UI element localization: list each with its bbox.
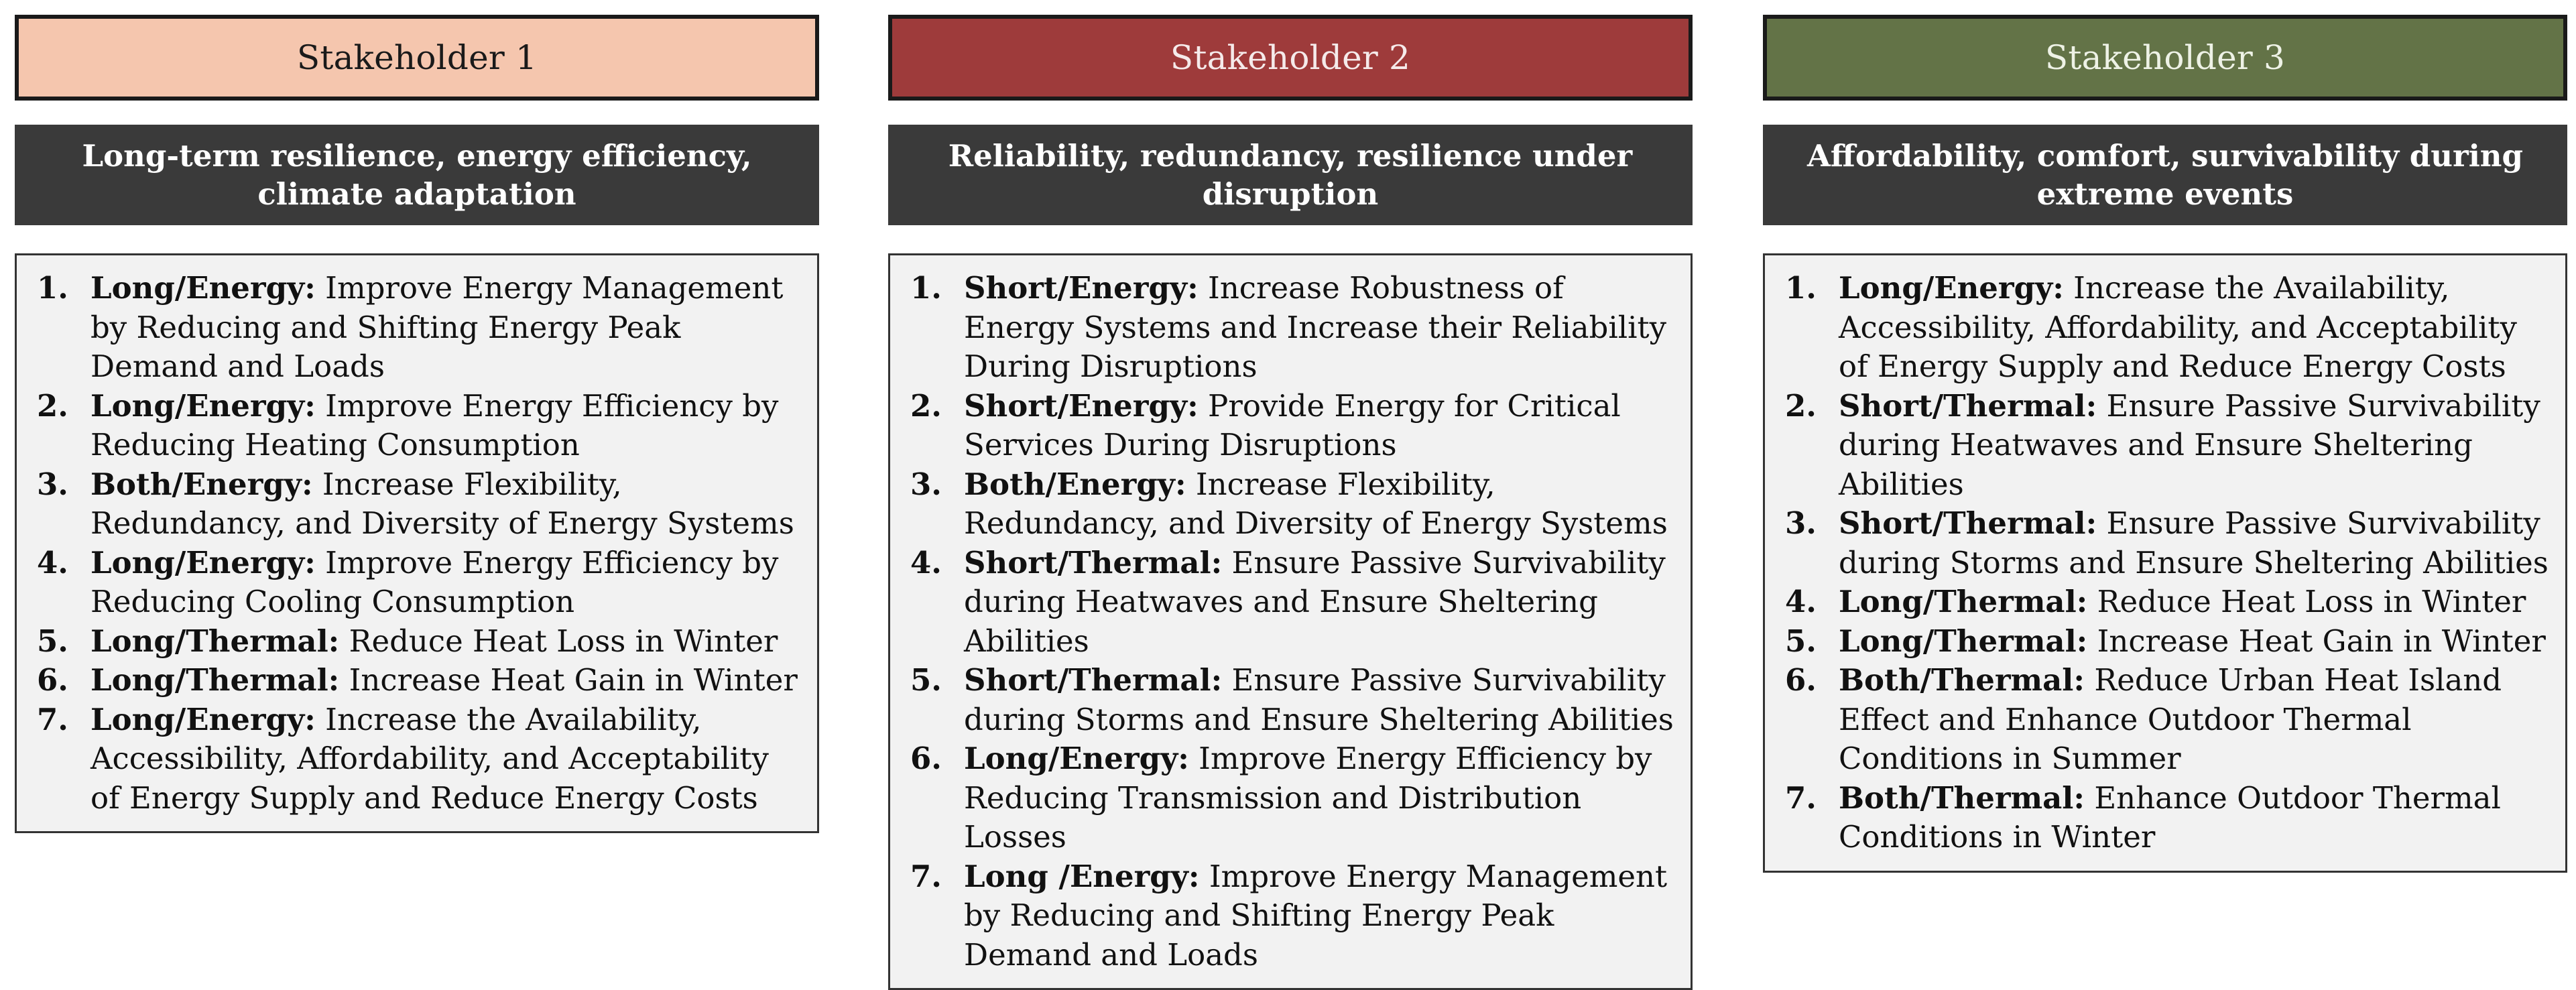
item-text: Reduce Heat Loss in Winter	[2087, 584, 2526, 619]
item-label: Long/Energy:	[90, 387, 316, 424]
list-item	[1785, 387, 2553, 505]
item-label: Long/Energy:	[964, 741, 1189, 776]
list-item	[1785, 622, 2553, 662]
item-text: Ensure Passive Survivability during Heatwaves and Ensure Sheltering Abilities	[1839, 387, 2540, 502]
list-item	[910, 739, 1678, 857]
item-number: 5.	[37, 623, 68, 659]
item-number: 7.	[1785, 780, 1817, 816]
list-item	[37, 544, 805, 622]
list-item	[910, 269, 1678, 387]
item-number: 5.	[1785, 623, 1817, 659]
stakeholder-2-header: Stakeholder 2	[888, 15, 1693, 101]
stakeholder-2-focus: Reliability, redundancy, resilience under disruption	[888, 125, 1693, 225]
item-text: Improve Energy Efficiency by Reducing Cooling Consumption	[90, 544, 779, 619]
item-number: 3.	[37, 466, 68, 502]
item-text: Ensure Passive Survivability during Storms and Ensure Sheltering Abilities	[964, 662, 1674, 737]
item-label: Both/Thermal:	[1839, 662, 2085, 698]
item-label: Long/Thermal:	[1839, 584, 2088, 619]
item-text: Increase the Availability, Accessibility, Affordability, and Acceptability of Energy Supply and Reduce Energy Costs	[1839, 270, 2517, 384]
item-text: Increase Heat Gain in Winter	[339, 662, 798, 698]
item-label: Short/Thermal:	[964, 662, 1223, 698]
stakeholder-1-focus: Long-term resilience, energy efficiency, climate adaptation	[15, 125, 819, 225]
list-item	[37, 700, 805, 818]
item-label: Short/Energy:	[964, 387, 1199, 424]
item-number: 6.	[1785, 662, 1817, 698]
item-number: 2.	[910, 387, 942, 424]
list-item	[37, 661, 805, 700]
item-label: Long/Thermal:	[1839, 623, 2088, 659]
item-label: Long/Thermal:	[90, 623, 340, 659]
item-number: 1.	[910, 270, 942, 306]
item-text: Reduce Urban Heat Island Effect and Enhance Outdoor Thermal Conditions in Summer	[1839, 662, 2502, 776]
stakeholder-2-column	[888, 15, 1693, 990]
stakeholder-1-objectives-list	[15, 253, 819, 833]
item-label: Both/Energy:	[964, 466, 1186, 502]
item-text: Ensure Passive Survivability during Storms and Ensure Sheltering Abilities	[1839, 505, 2549, 580]
stakeholder-1-column	[15, 15, 819, 833]
list-item	[910, 544, 1678, 662]
list-item	[37, 622, 805, 662]
item-label: Long/Energy:	[90, 270, 316, 306]
item-text: Increase Robustness of Energy Systems and Increase their Reliability During Disruptions	[964, 270, 1667, 384]
stakeholder-3-objectives-list	[1763, 253, 2567, 873]
list-item	[1785, 582, 2553, 622]
item-text: Provide Energy for Critical Services During Disruptions	[964, 387, 1621, 462]
list-item	[910, 387, 1678, 465]
item-number: 4.	[37, 544, 68, 580]
item-text: Improve Energy Management by Reducing and Shifting Energy Peak Demand and Loads	[964, 858, 1668, 973]
item-text: Ensure Passive Survivability during Heatwaves and Ensure Sheltering Abilities	[964, 544, 1666, 659]
list-item	[1785, 779, 2553, 857]
item-number: 7.	[37, 701, 68, 737]
item-label: Long/Energy:	[1839, 270, 2064, 306]
item-number: 2.	[37, 387, 68, 424]
item-number: 4.	[910, 544, 942, 580]
item-number: 1.	[37, 270, 68, 306]
item-text: Improve Energy Management by Reducing and Shifting Energy Peak Demand and Loads	[90, 270, 784, 384]
stakeholder-3-focus: Affordability, comfort, survivability during extreme events	[1763, 125, 2567, 225]
item-text: Increase Heat Gain in Winter	[2087, 623, 2546, 659]
item-number: 6.	[37, 662, 68, 698]
item-number: 1.	[1785, 270, 1817, 306]
list-item	[1785, 661, 2553, 779]
item-text: Increase Flexibility, Redundancy, and Diversity of Energy Systems	[90, 466, 794, 541]
item-label: Long/Energy:	[90, 701, 316, 737]
item-number: 5.	[910, 662, 942, 698]
item-text: Enhance Outdoor Thermal Conditions in Winter	[1839, 780, 2501, 855]
list-item	[910, 465, 1678, 544]
item-label: Both/Energy:	[90, 466, 313, 502]
item-number: 2.	[1785, 387, 1817, 424]
item-number: 3.	[1785, 505, 1817, 541]
stakeholder-2-objectives-list	[888, 253, 1693, 990]
item-label: Short/Energy:	[964, 270, 1199, 306]
list-item	[37, 387, 805, 465]
item-text: Increase the Availability, Accessibility, Affordability, and Acceptability of Energy Supply and Reduce Energy Costs	[90, 701, 769, 816]
item-number: 3.	[910, 466, 942, 502]
list-item	[1785, 504, 2553, 582]
stakeholder-3-header: Stakeholder 3	[1763, 15, 2567, 101]
list-item	[37, 465, 805, 544]
item-number: 7.	[910, 858, 942, 894]
item-label: Short/Thermal:	[1839, 387, 2097, 424]
list-item	[910, 857, 1678, 975]
item-text: Reduce Heat Loss in Winter	[339, 623, 778, 659]
item-label: Long/Thermal:	[90, 662, 340, 698]
item-text: Improve Energy Efficiency by Reducing Heating Consumption	[90, 387, 779, 462]
item-label: Both/Thermal:	[1839, 780, 2085, 816]
item-number: 4.	[1785, 584, 1817, 619]
item-label: Short/Thermal:	[964, 544, 1223, 580]
stakeholder-3-column	[1763, 15, 2567, 873]
list-item	[1785, 269, 2553, 387]
item-text: Increase Flexibility, Redundancy, and Diversity of Energy Systems	[964, 466, 1668, 541]
item-number: 6.	[910, 741, 942, 776]
list-item	[910, 661, 1678, 739]
item-label: Long /Energy:	[964, 858, 1200, 894]
item-text: Improve Energy Efficiency by Reducing Transmission and Distribution Losses	[964, 741, 1652, 855]
stakeholder-1-header: Stakeholder 1	[15, 15, 819, 101]
list-item	[37, 269, 805, 387]
item-label: Long/Energy:	[90, 544, 316, 580]
item-label: Short/Thermal:	[1839, 505, 2097, 541]
